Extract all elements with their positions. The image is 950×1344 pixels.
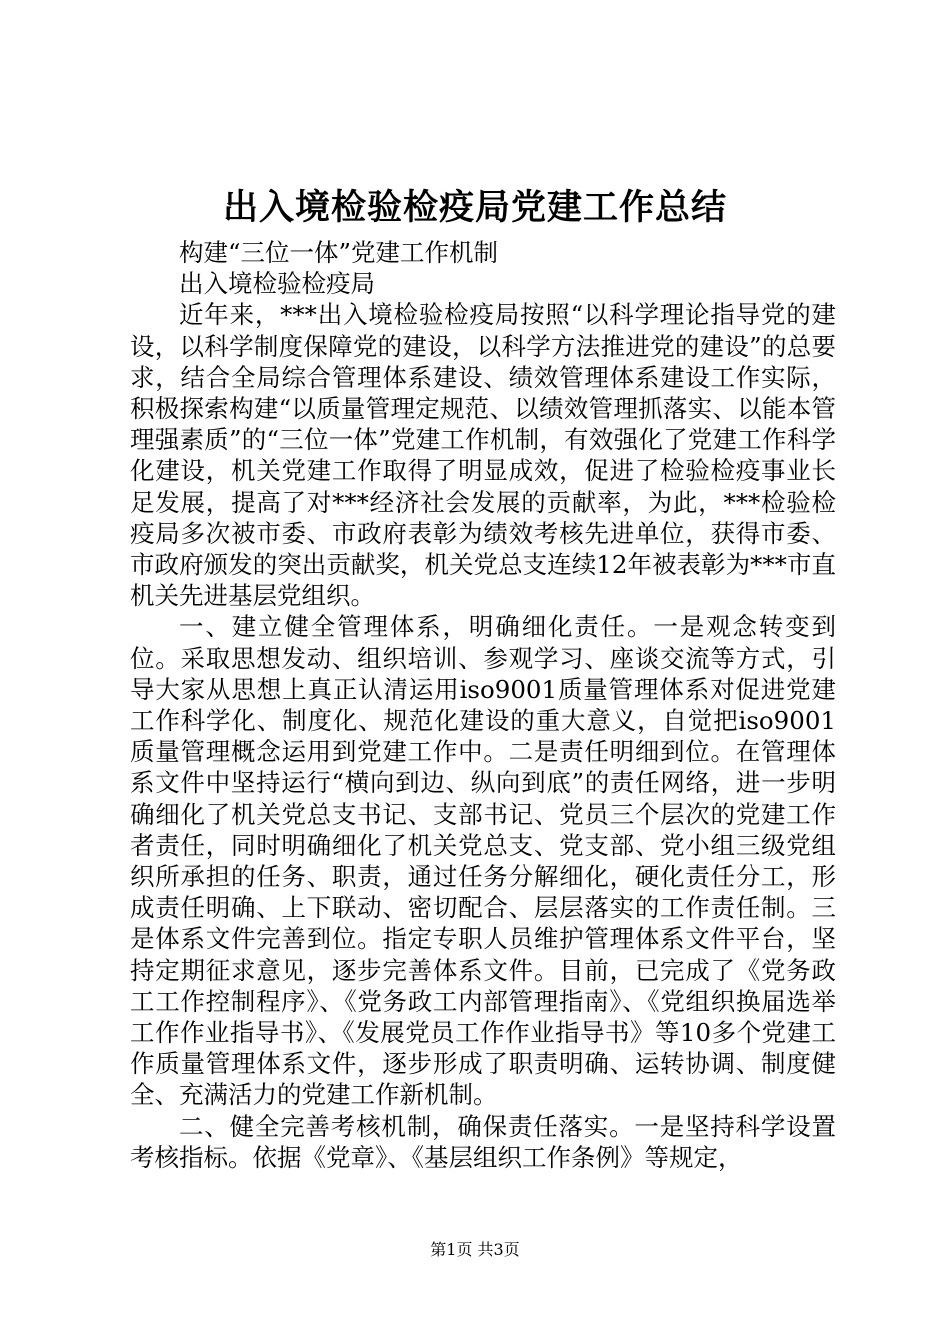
- subtitle-line: 构建“三位一体”党建工作机制: [179, 238, 499, 267]
- organization-line: 出入境检验检疫局: [179, 269, 375, 299]
- body-paragraph-section-1: 一、建立健全管理体系，明确细化责任。一是观念转变到位。采取思想发动、组织培训、参观学习、座谈交流等方式，引导大家从思想上真正认清运用iso9001质量管理体系对促进党建工作科学化、制度化、规范化建设的重大意义，自觉把iso9001质量管理概念运用到党建工作中。二是责任明细到位。在管理体系文件中坚持运行“横向到边、纵向到底”的责任网络，进一步明确细化了机关党总支书记、支部书记、党员三个层次的党建工作者责任，同时明确细化了机关党总支、党支部、党小组三级党组织所承担的任务、职责，通过任务分解细化，硬化责任分工，形成责任明确、上下联动、密切配合、层层落实的工作责任制。三是体系文件完善到位。指定专职人员维护管理体系文件平台，坚持定期征求意见，逐步完善体系文件。目前，已完成了《党务政工工作控制程序》、《党务政工内部管理指南》、《党组织换届选举工作作业指导书》、《发展党员工作作业指导书》等10多个党建工作质量管理体系文件，逐步形成了职责明确、运转协调、制度健全、充满活力的党建工作新机制。: [130, 612, 836, 1110]
- body-paragraph-intro: 近年来，***出入境检验检疫局按照“以科学理论指导党的建设，以科学制度保障党的建设，以科学方法推进党的建设”的总要求，结合全局综合管理体系建设、绩效管理体系建设工作实际，积极探索构建“以质量管理定规范、以绩效管理抓落实、以能本管理强素质”的“三位一体”党建工作机制，有效强化了党建工作科学化建设，机关党建工作取得了明显成效，促进了检验检疫事业长足发展，提高了对***经济社会发展的贡献率，为此，***检验检疫局多次被市委、市政府表彰为绩效考核先进单位，获得市委、市政府颁发的突出贡献奖，机关党总支连续12年被表彰为***市直机关先进基层党组织。: [130, 300, 836, 611]
- page-footer: 第1页 共3页: [430, 1240, 520, 1259]
- document-body: [130, 237, 836, 1173]
- body-paragraph-section-2: 二、健全完善考核机制，确保责任落实。一是坚持科学设置考核指标。依据《党章》、《基层组织工作条例》等规定，: [130, 1111, 836, 1172]
- document-title: 出入境检验检疫局党建工作总结: [222, 187, 727, 228]
